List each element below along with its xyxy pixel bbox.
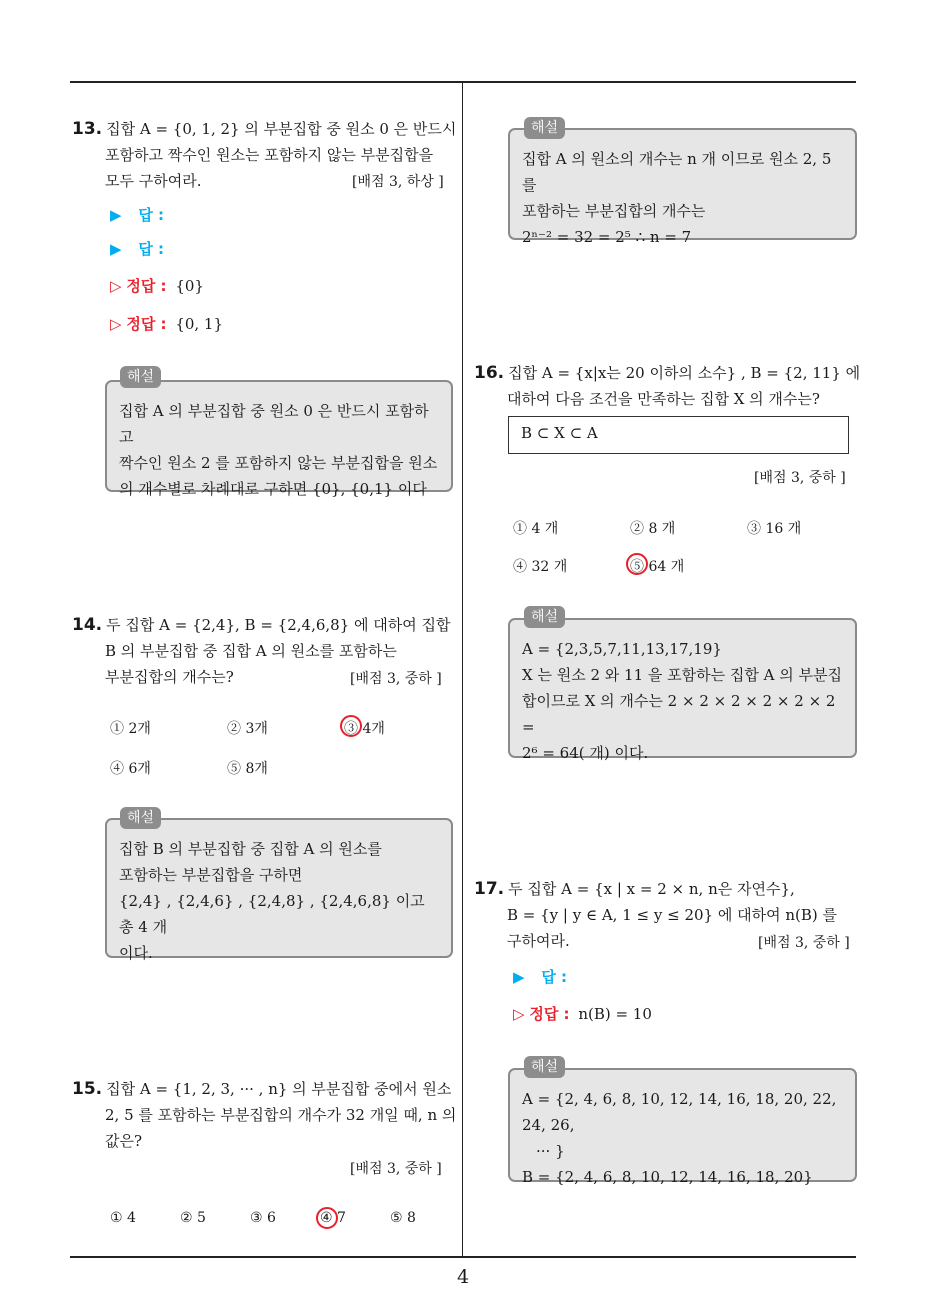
explanation-line: 의 개수별로 차례대로 구하면 {0}, {0,1} 이다 bbox=[119, 480, 427, 498]
question-text-line: 집합 A = {x|x는 20 이하의 소수} , B = {2, 11} 에 bbox=[508, 364, 861, 382]
question-number: 17. bbox=[474, 879, 505, 899]
choice-4[interactable]: ④ 6개 bbox=[110, 761, 151, 777]
score-label: [배점 3, 중하 ] bbox=[350, 1161, 442, 1177]
explanation-box bbox=[508, 128, 857, 246]
explanation-line: A = {2, 4, 6, 8, 10, 12, 14, 16, 18, 20, 22, 24, 26, bbox=[522, 1090, 837, 1134]
correct-answer-line bbox=[513, 1003, 652, 1024]
explanation-line: 2⁶ = 64( 개) 이다. bbox=[522, 744, 649, 762]
choice-5[interactable]: ⑤ 8개 bbox=[227, 761, 268, 777]
question-text-line: 구하여라. bbox=[507, 932, 570, 950]
outline-triangle-icon: ▷ bbox=[110, 277, 122, 295]
answer-line[interactable] bbox=[110, 238, 164, 259]
explanation-line: 2ⁿ⁻² = 32 = 2⁵ ∴ n = 7 bbox=[522, 228, 692, 246]
choice-5[interactable]: ⑤ 8 bbox=[390, 1210, 416, 1226]
question-text-line: 집합 A = {1, 2, 3, ··· , n} 의 부분집합 중에서 원소 bbox=[106, 1080, 452, 1098]
answer-line[interactable] bbox=[110, 204, 164, 225]
answer-label: 답 : bbox=[138, 240, 165, 258]
correct-label: 정답 : bbox=[529, 1005, 570, 1023]
score-label: [배점 3, 중하 ] bbox=[754, 470, 846, 486]
condition-box: B ⊂ X ⊂ A bbox=[508, 416, 849, 454]
answer-label: 답 : bbox=[138, 206, 165, 224]
question-text-line: 부분집합의 개수는? bbox=[105, 668, 234, 686]
correct-value: n(B) = 10 bbox=[578, 1005, 652, 1023]
question-text-line: B = {y | y ∈ A, 1 ≤ y ≤ 20} 에 대하여 n(B) 를 bbox=[507, 906, 837, 924]
explanation-line: 짝수인 원소 2 를 포함하지 않는 부분집합을 원소 bbox=[119, 454, 438, 472]
question-text-line: 값은? bbox=[105, 1132, 143, 1150]
explanation-tag: 해설 bbox=[120, 807, 161, 829]
question-text-line: 두 집합 A = {2,4}, B = {2,4,6,8} 에 대하여 집합 bbox=[106, 616, 451, 634]
selected-mark-icon bbox=[340, 715, 362, 737]
correct-label: 정답 : bbox=[126, 315, 167, 333]
explanation-line: 포함하는 부분집합의 개수는 bbox=[522, 202, 706, 220]
correct-answer-line bbox=[110, 313, 223, 334]
explanation-box bbox=[508, 1068, 857, 1186]
bottom-rule bbox=[70, 1256, 856, 1258]
question-text-line: 모두 구하여라. bbox=[105, 172, 202, 190]
choice-3[interactable]: ③ 4개 bbox=[344, 721, 385, 737]
top-rule bbox=[70, 81, 856, 83]
correct-label: 정답 : bbox=[126, 277, 167, 295]
question-text-line: 대하여 다음 조건을 만족하는 집합 X 의 개수는? bbox=[507, 390, 820, 408]
explanation-line: 집합 B 의 부분집합 중 집합 A 의 원소를 bbox=[119, 840, 382, 858]
answer-label: 답 : bbox=[541, 968, 568, 986]
question-number: 13. bbox=[72, 119, 103, 139]
explanation-tag: 해설 bbox=[524, 1056, 565, 1078]
explanation-line: X 는 원소 2 와 11 을 포함하는 집합 A 의 부분집 bbox=[522, 666, 842, 684]
question-number: 16. bbox=[474, 363, 505, 383]
choice-1[interactable]: ① 2개 bbox=[110, 721, 151, 737]
explanation-line: 이다. bbox=[119, 944, 153, 962]
explanation-line: ··· } bbox=[536, 1142, 565, 1160]
play-triangle-icon: ▶ bbox=[110, 240, 122, 258]
question-15 bbox=[72, 1076, 462, 1154]
explanation-line: 집합 A 의 원소의 개수는 n 개 이므로 원소 2, 5 를 bbox=[522, 150, 832, 194]
selected-mark-icon bbox=[316, 1207, 338, 1229]
question-text-line: 두 집합 A = {x | x = 2 × n, n은 자연수}, bbox=[508, 880, 795, 898]
score-label: [배점 3, 하상 ] bbox=[352, 174, 444, 190]
explanation-line: 합이므로 X 의 개수는 2 × 2 × 2 × 2 × 2 × 2 = bbox=[522, 692, 836, 736]
choice-5[interactable]: ⑤ 64 개 bbox=[630, 559, 685, 575]
choice-2[interactable]: ② 3개 bbox=[227, 721, 268, 737]
explanation-line: 포함하는 부분집합을 구하면 bbox=[119, 866, 303, 884]
correct-value: {0, 1} bbox=[175, 315, 224, 333]
explanation-line: {2,4} , {2,4,6} , {2,4,8} , {2,4,6,8} 이고 총 4 개 bbox=[119, 892, 425, 936]
explanation-tag: 해설 bbox=[120, 366, 161, 388]
play-triangle-icon: ▶ bbox=[513, 968, 525, 986]
explanation-line: 집합 A 의 부분집합 중 원소 0 은 반드시 포함하고 bbox=[119, 402, 429, 446]
explanation-line: A = {2,3,5,7,11,13,17,19} bbox=[522, 640, 722, 658]
choice-4[interactable]: ④ 32 개 bbox=[513, 559, 568, 575]
choice-2[interactable]: ② 8 개 bbox=[630, 521, 676, 537]
correct-answer-line bbox=[110, 275, 204, 296]
choice-3[interactable]: ③ 6 bbox=[250, 1210, 276, 1226]
choice-1[interactable]: ① 4 개 bbox=[513, 521, 559, 537]
question-text-line: 포함하고 짝수인 원소는 포함하지 않는 부분집합을 bbox=[105, 146, 434, 164]
choice-1[interactable]: ① 4 bbox=[110, 1210, 136, 1226]
question-text-line: 집합 A = {0, 1, 2} 의 부분집합 중 원소 0 은 반드시 bbox=[106, 120, 457, 138]
outline-triangle-icon: ▷ bbox=[110, 315, 122, 333]
explanation-line: B = {2, 4, 6, 8, 10, 12, 14, 16, 18, 20} bbox=[522, 1168, 813, 1186]
question-16 bbox=[474, 360, 864, 412]
explanation-box bbox=[105, 380, 453, 498]
correct-value: {0} bbox=[175, 277, 204, 295]
question-number: 14. bbox=[72, 615, 103, 635]
question-number: 15. bbox=[72, 1079, 103, 1099]
page-number: 4 bbox=[456, 1266, 470, 1288]
choice-2[interactable]: ② 5 bbox=[180, 1210, 206, 1226]
score-label: [배점 3, 중하 ] bbox=[758, 935, 850, 951]
choice-3[interactable]: ③ 16 개 bbox=[747, 521, 802, 537]
question-text-line: 2, 5 를 포함하는 부분집합의 개수가 32 개일 때, n 의 bbox=[105, 1106, 457, 1124]
column-divider bbox=[462, 83, 463, 1257]
explanation-box bbox=[508, 618, 857, 762]
answer-line[interactable] bbox=[513, 966, 567, 987]
explanation-box bbox=[105, 818, 453, 962]
question-text-line: B 의 부분집합 중 집합 A 의 원소를 포함하는 bbox=[105, 642, 397, 660]
explanation-tag: 해설 bbox=[524, 606, 565, 628]
explanation-tag: 해설 bbox=[524, 117, 565, 139]
outline-triangle-icon: ▷ bbox=[513, 1005, 525, 1023]
score-label: [배점 3, 중하 ] bbox=[350, 671, 442, 687]
play-triangle-icon: ▶ bbox=[110, 206, 122, 224]
choice-4[interactable]: ④ 7 bbox=[320, 1210, 346, 1226]
selected-mark-icon bbox=[626, 553, 648, 575]
